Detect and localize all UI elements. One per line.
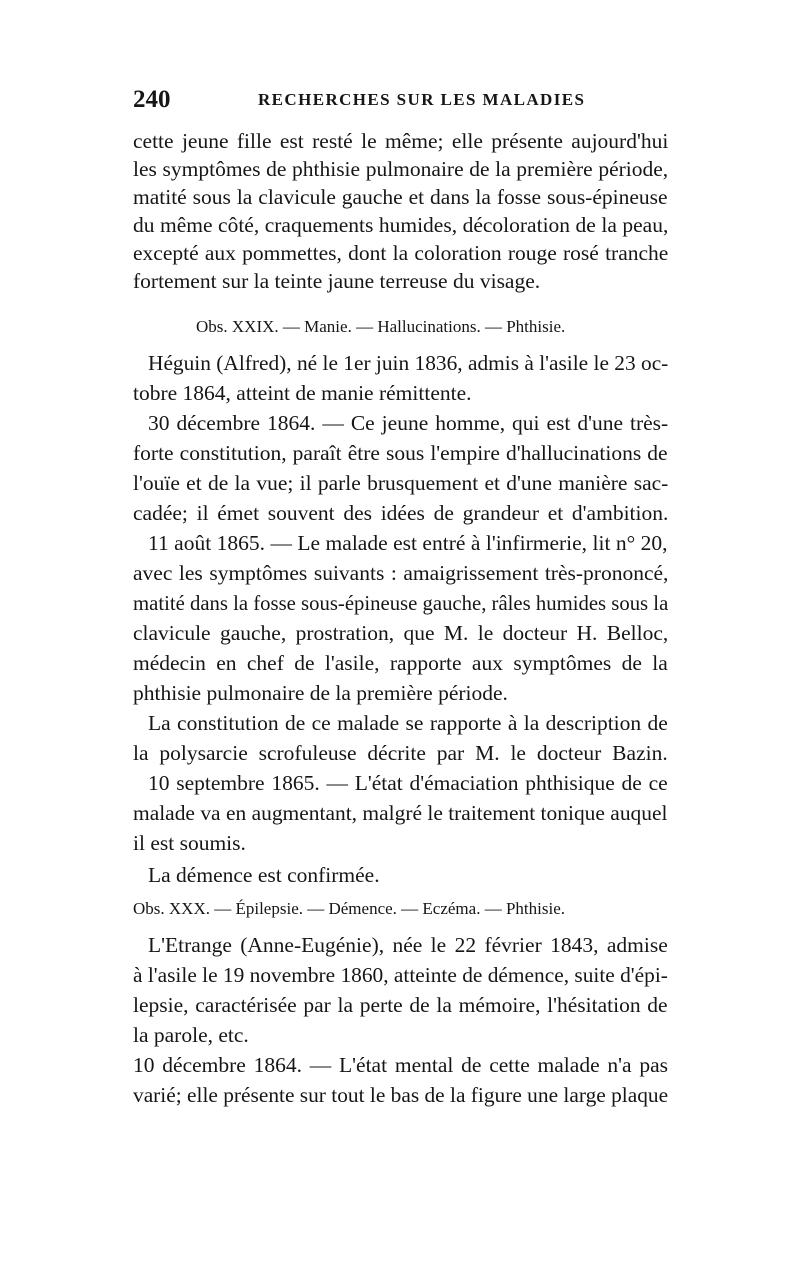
text-line: phthisie pulmonaire de la première période. xyxy=(133,681,508,705)
text-line: du même côté, craquements humides, décoloration de la peau, xyxy=(133,213,669,237)
text-line: L'Etrange (Anne-Eugénie), née le 22 février 1843, admise xyxy=(148,933,668,957)
text-line: matité dans la fosse sous-épineuse gauche, râles humides sous la xyxy=(133,591,669,615)
text-line: La constitution de ce malade se rapporte à la description de xyxy=(148,711,668,735)
text-line: Héguin (Alfred), né le 1er juin 1836, admis à l'asile le 23 oc- xyxy=(148,351,669,375)
text-line: cette jeune fille est resté le même; elle présente aujourd'hui xyxy=(133,129,669,153)
text-line: 11 août 1865. — Le malade est entré à l'infirmerie, lit n° 20, xyxy=(148,531,668,555)
text-line: matité sous la clavicule gauche et dans la fosse sous-épineuse xyxy=(133,185,668,209)
text-line: avec les symptômes suivants : amaigrissement très-prononcé, xyxy=(133,561,669,585)
text-line: la parole, etc. xyxy=(133,1023,249,1047)
running-head: RECHERCHES SUR LES MALADIES xyxy=(258,90,586,109)
text-line: l'ouïe et de la vue; il parle brusquement et d'une manière sac- xyxy=(133,471,669,495)
text-line: médecin en chef de l'asile, rapporte aux symptômes de la xyxy=(133,651,668,675)
text-line: 30 décembre 1864. — Ce jeune homme, qui est d'une très- xyxy=(148,411,669,435)
text-line: à l'asile le 19 novembre 1860, atteinte de démence, suite d'épi- xyxy=(133,963,668,987)
text-line: cadée; il émet souvent des idées de grandeur et d'ambition. xyxy=(133,501,669,525)
text-line: varié; elle présente sur tout le bas de la figure une large plaque xyxy=(133,1083,669,1107)
observation-heading: Obs. XXIX. — Manie. — Hallucinations. — Phthisie. xyxy=(196,317,566,336)
page-number: 240 xyxy=(133,86,171,113)
text-line: lepsie, caractérisée par la perte de la mémoire, l'hésitation de xyxy=(133,993,668,1017)
text-line: 10 septembre 1865. — L'état d'émaciation phthisique de ce xyxy=(148,771,668,795)
text-line: clavicule gauche, prostration, que M. le docteur H. Belloc, xyxy=(133,621,669,645)
page-header xyxy=(133,86,668,120)
text-line: 10 décembre 1864. — L'état mental de cette malade n'a pas xyxy=(133,1053,668,1077)
text-line: malade va en augmentant, malgré le traitement tonique auquel xyxy=(133,801,668,825)
text-line: excepté aux pommettes, dont la coloration rouge rosé tranche xyxy=(133,241,669,265)
text-line: il est soumis. xyxy=(133,831,246,855)
text-line: la polysarcie scrofuleuse décrite par M. le docteur Bazin. xyxy=(133,741,668,765)
observation-heading: Obs. XXX. — Épilepsie. — Démence. — Eczéma. — Phthisie. xyxy=(133,899,565,918)
text-line: La démence est confirmée. xyxy=(148,863,380,887)
text-line: fortement sur la teinte jaune terreuse du visage. xyxy=(133,269,541,293)
text-line: tobre 1864, atteint de manie rémittente. xyxy=(133,381,472,405)
text-line: les symptômes de phthisie pulmonaire de la première période, xyxy=(133,157,669,181)
text-line: forte constitution, paraît être sous l'empire d'hallucinations de xyxy=(133,441,668,465)
